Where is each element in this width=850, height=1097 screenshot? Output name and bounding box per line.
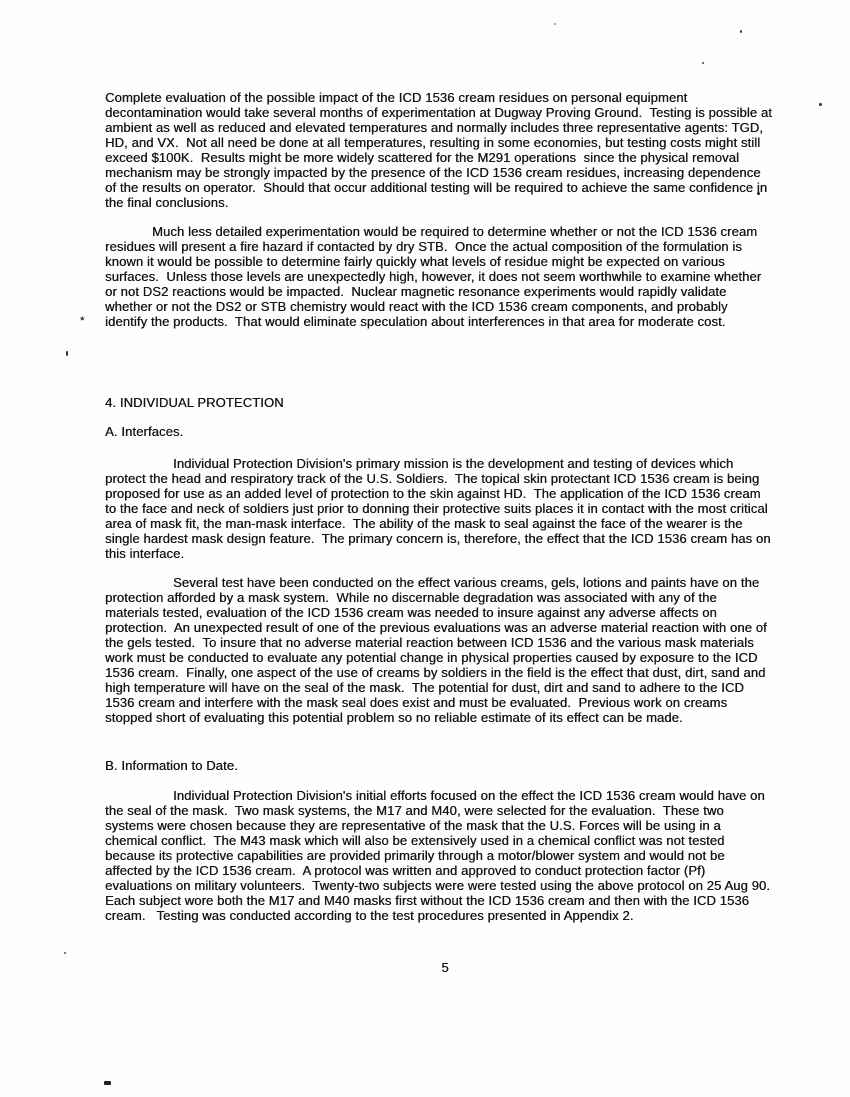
section-4-heading: 4. INDIVIDUAL PROTECTION [105, 395, 284, 410]
subsection-b-paragraph-1: Individual Protection Division's initial efforts focused on the effect the ICD 1536 cream would have on the seal of the mask. Two mask systems, the M17 and M40, were selected for the evaluation. These two systems were chosen because they are representative of the mask that the U.S. Forces will be using in a chemical conflict. The M43 mask which will also be extensively used in a chemical conflict was not tested because its protective capabilities are provided primarily through a motor/blower system and would not be affected by the ICD 1536 cream. A protocol was written and approved to conduct protection factor (Pf) evaluations on military volunteers. Twenty-two subjects were were tested using the above protocol on 25 Aug 90. Each subject wore both the M17 and M40 masks first without the ICD 1536 cream and then with the ICD 1536 cream. Testing was conducted according to the test procedures presented in Appendix 2. [105, 788, 778, 923]
page-number: 5 [441, 960, 449, 975]
scan-speck [740, 30, 742, 33]
subsection-a-paragraph-2: Several test have been conducted on the effect various creams, gels, lotions and paints have on the protection afforded by a mask system. While no discernable degradation was associated with any of the materials tested, evaluation of the ICD 1536 cream was needed to insure against any adverse affects on protection. An unexpected result of one of the previous evaluations was an adverse material reaction with one of the gels tested. To insure that no adverse material reaction between ICD 1536 and the various mask materials work must be conducted to evaluate any potential change in physical properties caused by exposure to the ICD 1536 cream. Finally, one aspect of the use of creams by soldiers in the field is the effect that dust, dirt, sand and high temperature will have on the seal of the mask. The potential for dust, dirt and sand to adhere to the ICD 1536 cream and interfere with the mask seal does exist and must be evaluated. Previous work on creams stopped short of evaluating this potential problem so no reliable estimate of its effect can be made. [105, 575, 771, 725]
intro-paragraph-1: Complete evaluation of the possible impact of the ICD 1536 cream residues on personal equipment decontamination would take several months of experimentation at Dugway Proving Ground. Testing is possible at ambient as well as reduced and elevated temperatures and normally includes three representative agents: TGD, HD, and VX. Not all need be done at all temperatures, resulting in some economies, but testing costs might still exceed $100K. Results might be more widely scattered for the M291 operations since the physical removal mechanism may be strongly impacted by the presence of the ICD 1536 cream residues, increasing dependence of the results on operator. Should that occur additional testing will be required to achieve the same confidence in the final conclusions. [105, 90, 776, 210]
scan-speck [66, 351, 68, 356]
subsection-a-paragraph-1: Individual Protection Division's primary mission is the development and testing of devices which protect the head and respiratory track of the U.S. Soldiers. The topical skin protectant ICD 1536 cream is being proposed for use as an added level of protection to the skin against HD. The application of the ICD 1536 cream to the face and neck of soldiers just prior to donning their protective suits places it in contact with the most critical area of mask fit, the man-mask interface. The ability of the mask to seal against the face of the wearer is the single hardest mask design feature. The primary concern is, therefore, the effect that the ICD 1536 cream has on this interface. [105, 456, 775, 561]
scan-speck [104, 1081, 111, 1085]
scan-speck [702, 62, 704, 64]
intro-paragraph-2: Much less detailed experimentation would be required to determine whether or not the ICD 1536 cream residues will present a fire hazard if contacted by dry STB. Once the actual composition of the formulation is known it would be possible to determine fairly quickly what levels of residue might be expected on various surfaces. Unless those levels are unexpectedly high, however, it does not seem worthwhile to examine whether or not DS2 reactions would be impacted. Nuclear magnetic resonance experiments would rapidly validate whether or not the DS2 or STB chemistry would react with the ICD 1536 cream components, and probably identify the products. That would eliminate speculation about interferences in that area for moderate cost. [105, 224, 765, 329]
scan-speck [819, 103, 822, 106]
subsection-a-heading: A. Interfaces. [105, 424, 184, 439]
scan-speck [64, 952, 66, 954]
scan-speck [554, 23, 556, 25]
subsection-b-heading: B. Information to Date. [105, 758, 238, 773]
margin-asterisk-mark: * [80, 315, 85, 327]
